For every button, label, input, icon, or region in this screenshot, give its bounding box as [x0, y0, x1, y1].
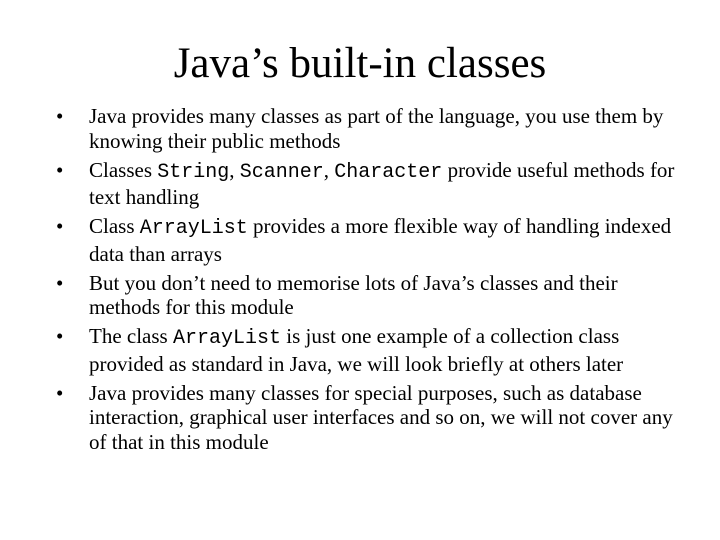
bullet-point-icon: •: [56, 324, 64, 348]
bullet-text: Java provides many classes for special purposes, such as database interaction, graphical user interfaces and so on, we will not cover any of that in this module: [89, 380, 673, 454]
separator: ,: [229, 157, 240, 182]
code-term-scanner: Scanner: [239, 160, 324, 184]
code-term-arraylist: ArrayList: [139, 217, 248, 240]
separator: ,: [323, 157, 335, 182]
bullet-point-icon: •: [56, 380, 64, 405]
bullet-item: [56, 104, 676, 153]
bullet-text-suffix: is just one example of a collection class provided as standard in Java, we will look briefly at others later: [89, 324, 624, 376]
slide-title: Java’s built-in classes: [173, 40, 547, 87]
bullet-text: Java provides many classes as part of the language, you use them by knowing their public methods: [89, 104, 664, 153]
bullet-text-prefix: Classes: [89, 157, 158, 182]
bullet-text-prefix: Class: [89, 214, 140, 238]
bullet-text-suffix: provide useful methods for text handling: [89, 157, 675, 209]
bullet-point-icon: •: [56, 104, 64, 128]
bullet-point-icon: •: [56, 270, 64, 295]
code-term-arraylist: ArrayList: [172, 327, 282, 350]
bullet-text-prefix: The class: [89, 324, 173, 348]
bullet-text: But you don’t need to memorise lots of Java’s classes and their methods for this module: [89, 270, 618, 319]
code-term-character: Character: [334, 160, 443, 184]
bullet-text-suffix: provides a more flexible way of handling indexed data than arrays: [89, 214, 672, 266]
bullet-item: [56, 324, 676, 376]
bullet-point-icon: •: [56, 157, 64, 182]
bullet-item: [56, 381, 676, 455]
bullet-item: [56, 214, 676, 266]
bullet-item: [56, 158, 676, 210]
bullet-item: [56, 271, 676, 320]
bullet-point-icon: •: [56, 214, 64, 238]
code-term-string: String: [157, 160, 230, 184]
bullet-list: [56, 104, 676, 459]
